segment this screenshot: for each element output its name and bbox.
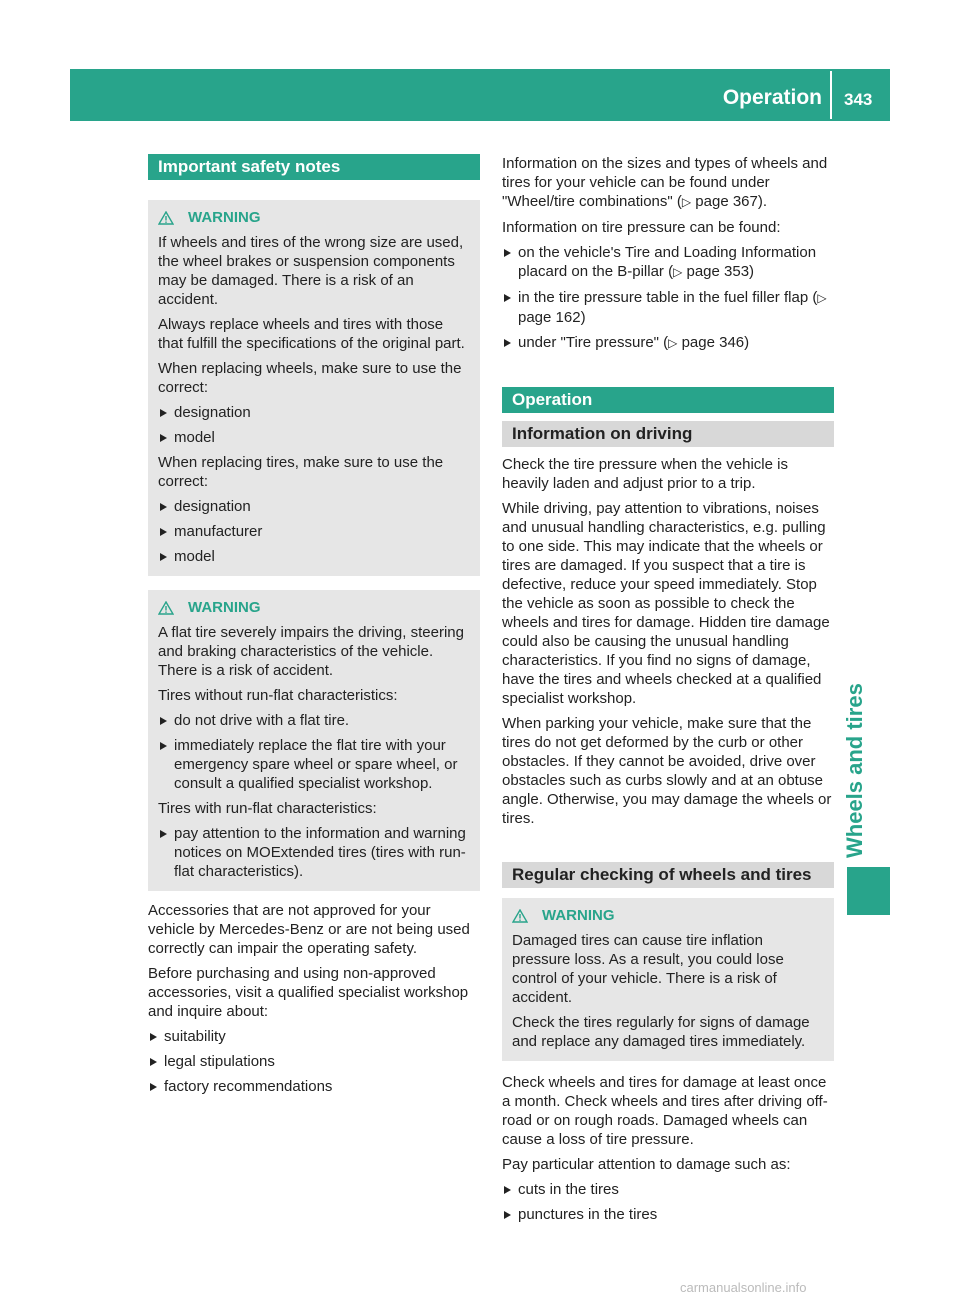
paragraph: Check the tire pressure when the vehicle is heavily laden and adjust prior to a trip. <box>502 456 788 492</box>
list-item: designation <box>158 497 470 516</box>
paragraph: Information on tire pressure can be found: <box>502 219 781 236</box>
side-tab-label: Wheels and tires <box>842 683 867 858</box>
header-divider <box>830 71 832 119</box>
list-item: punctures in the tires <box>502 1205 834 1224</box>
warning-heading <box>158 598 470 617</box>
text: Information on the sizes and types of wheels and tires for your vehicle can be found under "Wheel/tire combinations" ( <box>502 155 828 210</box>
page-ref-link[interactable]: page 353) <box>686 263 755 280</box>
list-item: designation <box>158 403 470 422</box>
paragraph: Accessories that are not approved for your vehicle by Mercedes-Benz or are not being used correctly can impair the operating safety. <box>148 902 470 957</box>
paragraph: Before purchasing and using non-approved accessories, visit a qualified specialist workshop and inquire about: <box>148 965 469 1020</box>
right-column <box>502 154 834 1230</box>
warning-box <box>148 200 480 576</box>
paragraph: Pay particular attention to damage such as: <box>502 1156 791 1173</box>
chapter-title: Operation <box>722 86 822 109</box>
paragraph: Damaged tires can cause tire inflation pressure loss. As a result, you could lose control of your vehicle. There is a risk of accident. <box>512 932 784 1006</box>
list-item: manufacturer <box>158 522 470 541</box>
warning-label: WARNING <box>188 599 261 616</box>
section-operation: Operation <box>502 387 834 413</box>
page-ref-link[interactable]: page 162) <box>518 309 586 326</box>
paragraph: Check the tires regularly for signs of damage and replace any damaged tires immediately. <box>512 1014 810 1050</box>
paragraph: Check wheels and tires for damage at least once a month. Check wheels and tires after driving off-road or on rough roads. Damaged wheels can cause a loss of tire pressure. <box>502 1074 828 1148</box>
bullet-list <box>158 497 470 566</box>
warning-triangle-icon <box>512 909 528 923</box>
list-item: model <box>158 428 470 447</box>
text: on the vehicle's Tire and Loading Information placard on the B-pillar ( <box>518 244 817 280</box>
list-item: suitability <box>148 1027 480 1046</box>
bullet-list <box>502 243 834 353</box>
list-item: do not drive with a flat tire. <box>158 711 470 730</box>
list-item: pay attention to the information and warning notices on MOExtended tires (tires with run-flat characteristics). <box>158 824 470 881</box>
warning-heading <box>158 208 470 227</box>
warning-triangle-icon <box>158 601 174 615</box>
list-item: model <box>158 547 470 566</box>
list-item <box>502 288 834 327</box>
bullet-list <box>158 403 470 447</box>
warning-box <box>502 898 834 1061</box>
watermark: carmanualsonline.info <box>680 1280 807 1295</box>
paragraph: When replacing tires, make sure to use the correct: <box>158 454 444 490</box>
warning-label: WARNING <box>188 209 261 226</box>
page-ref-link[interactable]: page 346) <box>681 334 750 351</box>
paragraph: When parking your vehicle, make sure that the tires do not get deformed by the curb or other obstacles. If they cannot be avoided, drive over obstacles such as curbs slowly and at an obtuse angle. Otherwise, you may damage the wheels or tires. <box>502 715 832 827</box>
paragraph <box>502 154 834 212</box>
paragraph: When replacing wheels, make sure to use the correct: <box>158 360 462 396</box>
list-item: factory recommendations <box>148 1077 480 1096</box>
bullet-list <box>158 711 470 793</box>
page-ref-arrow-icon: ▷ <box>673 265 683 279</box>
list-item <box>502 243 834 282</box>
paragraph: Tires with run-flat characteristics: <box>158 800 377 817</box>
bullet-list <box>158 824 470 881</box>
list-item <box>502 333 834 353</box>
paragraph: Tires without run-flat characteristics: <box>158 687 398 704</box>
text: in the tire pressure table in the fuel filler flap ( <box>518 289 818 306</box>
page-number: 343 <box>844 90 873 109</box>
left-column <box>148 154 480 1102</box>
page-ref-arrow-icon: ▷ <box>668 336 678 350</box>
page-ref-arrow-icon: ▷ <box>817 291 827 305</box>
warning-triangle-icon <box>158 211 174 225</box>
list-item: cuts in the tires <box>502 1180 834 1199</box>
list-item: legal stipulations <box>148 1052 480 1071</box>
list-item: immediately replace the flat tire with your emergency spare wheel or spare wheel, or consult a qualified specialist workshop. <box>158 736 470 793</box>
subsection-regular-checking: Regular checking of wheels and tires <box>502 862 834 888</box>
page-ref-link[interactable]: page 367). <box>695 193 768 210</box>
page-ref-arrow-icon: ▷ <box>681 195 692 209</box>
paragraph: While driving, pay attention to vibrations, noises and unusual handling characteristics, e.g. pulling to one side. This may indicate that the wheels or tires are damaged. If you suspect that a tire is defective, reduce your speed immediately. Stop the vehicle as soon as possible to check the wheels and tires for damage. Hidden tire damage could also be causing the unusual handling characteristics. If you find no signs of damage, have the tires and wheels checked at a qualified specialist workshop. <box>502 500 830 707</box>
paragraph: A flat tire severely impairs the driving, steering and braking characteristics of the vehicle. There is a risk of accident. <box>158 624 464 679</box>
bullet-list <box>502 1180 834 1224</box>
subsection-information-on-driving: Information on driving <box>502 421 834 447</box>
text: under "Tire pressure" ( <box>518 334 669 351</box>
warning-heading <box>512 906 824 925</box>
warning-label: WARNING <box>542 907 615 924</box>
warning-box <box>148 590 480 891</box>
paragraph: If wheels and tires of the wrong size are used, the wheel brakes or suspension components may be damaged. There is a risk of an accident. <box>158 234 464 308</box>
side-tab-block <box>847 867 890 915</box>
paragraph: Always replace wheels and tires with those that fulfill the specifications of the original part. <box>158 316 465 352</box>
bullet-list <box>148 1027 480 1096</box>
section-important-safety-notes: Important safety notes <box>148 154 480 180</box>
